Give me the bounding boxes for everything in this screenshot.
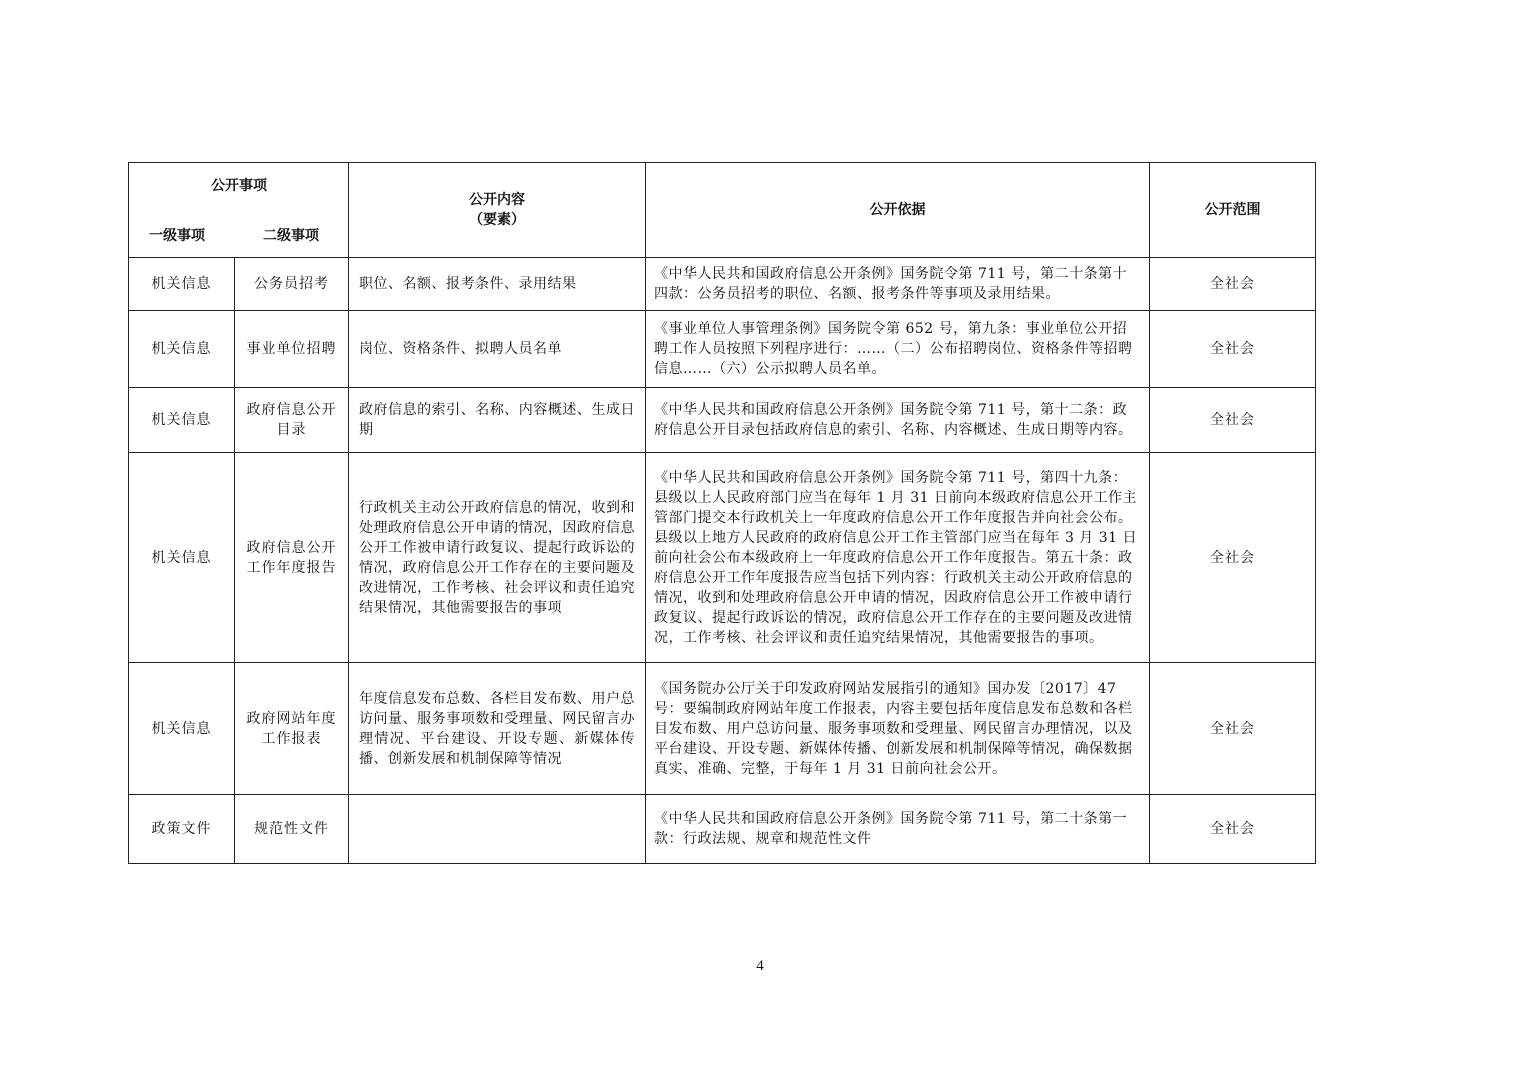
header-item-cell xyxy=(129,163,349,258)
header-content-cell xyxy=(349,163,646,258)
level1-cell: 机关信息 xyxy=(129,258,235,311)
header-content: 公开内容 xyxy=(469,192,525,208)
basis-cell: 《中华人民共和国政府信息公开条例》国务院令第 711 号，第十二条：政府信息公开目录包括政府信息的索引、名称、内容概述、生成日期等内容。 xyxy=(646,388,1150,453)
level2-cell: 政府信息公开目录 xyxy=(235,388,349,453)
page-number: 4 xyxy=(756,958,764,974)
basis-cell: 《中华人民共和国政府信息公开条例》国务院令第 711 号，第二十条第一款：行政法规、规章和规范性文件 xyxy=(646,795,1150,864)
level1-cell: 机关信息 xyxy=(129,663,235,795)
disclosure-table xyxy=(128,162,1316,864)
table-row xyxy=(129,453,1316,663)
scope-cell: 全社会 xyxy=(1150,795,1316,864)
header-row xyxy=(129,163,1316,258)
level1-cell: 机关信息 xyxy=(129,388,235,453)
table-row xyxy=(129,795,1316,864)
content-cell: 行政机关主动公开政府信息的情况，收到和处理政府信息公开申请的情况，因政府信息公开工作被申请行政复议、提起行政诉讼的情况，政府信息公开工作存在的主要问题及改进情况，工作考核、社会评议和责任追究结果情况，其他需要报告的事项 xyxy=(349,453,646,663)
level1-cell: 机关信息 xyxy=(129,453,235,663)
scope-cell: 全社会 xyxy=(1150,453,1316,663)
scope-cell: 全社会 xyxy=(1150,388,1316,453)
basis-cell: 《国务院办公厅关于印发政府网站发展指引的通知》国办发〔2017〕47 号：要编制政府网站年度工作报表，内容主要包括年度信息发布总数和各栏目发布数、用户总访问量、服务事项数和受理量、网民留言办理情况，以及平台建设、开设专题、新媒体传播、创新发展和机制保障等情况，确保数据真实、准确、完整，于每年 1 月 31 日前向社会公开。 xyxy=(646,663,1150,795)
level2-cell: 政府网站年度工作报表 xyxy=(235,663,349,795)
header-basis: 公开依据 xyxy=(646,163,1150,258)
basis-cell: 《中华人民共和国政府信息公开条例》国务院令第 711 号，第四十九条：县级以上人民政府部门应当在每年 1 月 31 日前向本级政府信息公开工作主管部门提交本行政机关上一年度政府信息公开工作年度报告并向社会公布。县级以上地方人民政府的政府信息公开工作主管部门应当在每年 3 月 31 日前向社会公布本级政府上一年度政府信息公开工作年度报告。第五十条：政府信息公开工作年度报告应当包括下列内容：行政机关主动公开政府信息的情况，收到和处理政府信息公开申请的情况，因政府信息公开工作被申请行政复议、提起行政诉讼的情况，政府信息公开工作存在的主要问题及改进情况，工作考核、社会评议和责任追究结果情况，其他需要报告的事项。 xyxy=(646,453,1150,663)
scope-cell: 全社会 xyxy=(1150,663,1316,795)
level2-cell: 事业单位招聘 xyxy=(235,311,349,388)
table-row xyxy=(129,258,1316,311)
level2-cell: 公务员招考 xyxy=(235,258,349,311)
scope-cell: 全社会 xyxy=(1150,258,1316,311)
content-cell: 职位、名额、报考条件、录用结果 xyxy=(349,258,646,311)
content-cell xyxy=(349,795,646,864)
header-level1: 一级事项 xyxy=(149,227,205,244)
table-row xyxy=(129,663,1316,795)
table-row xyxy=(129,388,1316,453)
content-cell: 政府信息的索引、名称、内容概述、生成日期 xyxy=(349,388,646,453)
level1-cell: 政策文件 xyxy=(129,795,235,864)
basis-cell: 《事业单位人事管理条例》国务院令第 652 号，第九条：事业单位公开招聘工作人员按照下列程序进行：……（二）公布招聘岗位、资格条件等招聘信息……（六）公示拟聘人员名单。 xyxy=(646,311,1150,388)
header-item: 公开事项 xyxy=(211,177,267,194)
table-row xyxy=(129,311,1316,388)
content-cell: 年度信息发布总数、各栏目发布数、用户总访问量、服务事项数和受理量、网民留言办理情况、平台建设、开设专题、新媒体传播、创新发展和机制保障等情况 xyxy=(349,663,646,795)
level1-cell: 机关信息 xyxy=(129,311,235,388)
scope-cell: 全社会 xyxy=(1150,311,1316,388)
level2-cell: 政府信息公开工作年度报告 xyxy=(235,453,349,663)
basis-cell: 《中华人民共和国政府信息公开条例》国务院令第 711 号，第二十条第十四款：公务员招考的职位、名额、报考条件等事项及录用结果。 xyxy=(646,258,1150,311)
header-content-sub: （要素） xyxy=(469,212,525,228)
level2-cell: 规范性文件 xyxy=(235,795,349,864)
header-level2: 二级事项 xyxy=(263,227,319,244)
content-cell: 岗位、资格条件、拟聘人员名单 xyxy=(349,311,646,388)
header-scope: 公开范围 xyxy=(1150,163,1316,258)
